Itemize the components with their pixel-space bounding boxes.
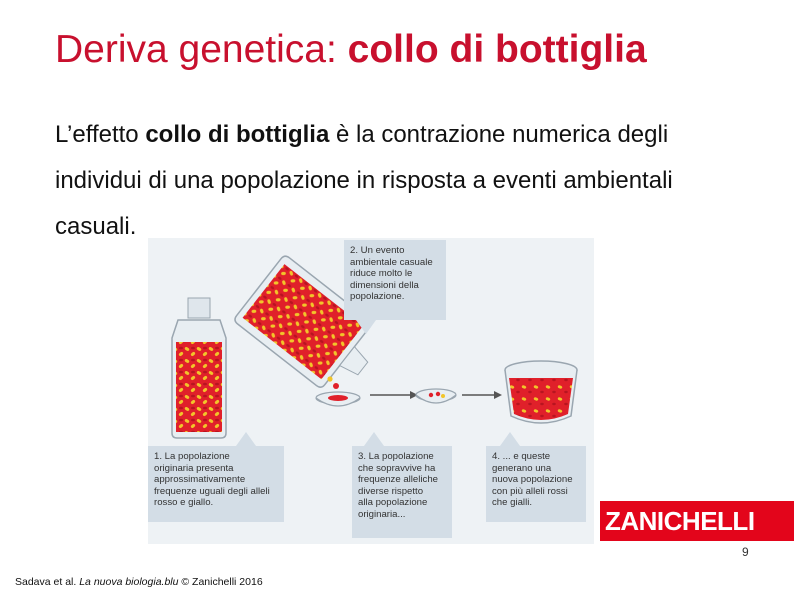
title-plain: Deriva genetica: xyxy=(55,28,348,71)
callout-4 xyxy=(486,446,586,522)
zanichelli-logo: ZANICHELLI xyxy=(600,501,794,541)
body-pre: L’effetto xyxy=(55,121,146,148)
slide-body-text xyxy=(55,112,755,250)
callout-4-line-4: con più alleli rossi xyxy=(492,485,568,497)
callout-1-line-4: frequenze uguali degli alleli xyxy=(154,485,270,497)
callout-3 xyxy=(352,446,452,538)
callout-4-line-3: nuova popolazione xyxy=(492,474,573,486)
callout-2-line-5: popolazione. xyxy=(350,291,405,303)
page-number: 9 xyxy=(742,545,749,559)
callout-4-line-1: 4. ... e queste xyxy=(492,451,551,462)
callout-3-line-6: originaria... xyxy=(358,508,406,520)
callout-3-line-3: frequenze alleliche xyxy=(358,474,439,486)
callout-2 xyxy=(344,240,446,320)
credit-pre: Sadava et al. xyxy=(15,576,80,588)
callout-3-line-1: 3. La popolazione xyxy=(358,451,434,462)
callout-1-line-2: originaria presenta xyxy=(154,462,234,474)
callout-2-line-2: ambientale casuale xyxy=(350,256,433,268)
callout-1-line-3: approssimativamente xyxy=(154,474,246,486)
callout-4-line-5: che gialli. xyxy=(492,497,532,509)
credit-book-title: La nuova biologia.blu xyxy=(79,576,179,588)
slide-title xyxy=(55,28,647,72)
credit-post: © Zanichelli 2016 xyxy=(178,576,263,588)
callout-4-line-2: generano una xyxy=(492,462,552,474)
callout-1-line-1: 1. La popolazione xyxy=(154,451,230,462)
body-bold: collo di bottiglia xyxy=(145,121,330,148)
callout-1 xyxy=(148,446,284,522)
body-post: è la contrazione numerica degli individui di una popolazione in risposta a eventi ambientali casuali. xyxy=(55,121,673,240)
bottleneck-figure xyxy=(148,238,594,544)
callout-3-line-5: alla popolazione xyxy=(358,497,428,509)
callout-2-line-4: dimensioni della xyxy=(350,279,419,291)
title-bold: collo di bottiglia xyxy=(347,28,647,71)
callout-3-line-2: che sopravvive ha xyxy=(358,462,436,474)
callout-3-line-4: diverse rispetto xyxy=(358,485,424,497)
callout-1-line-5: rosso e giallo. xyxy=(154,497,214,509)
image-credit xyxy=(15,576,263,588)
callout-2-line-1: 2. Un evento xyxy=(350,245,405,256)
new-population-bowl xyxy=(505,361,577,423)
callout-2-line-3: riduce molto le xyxy=(350,268,413,280)
